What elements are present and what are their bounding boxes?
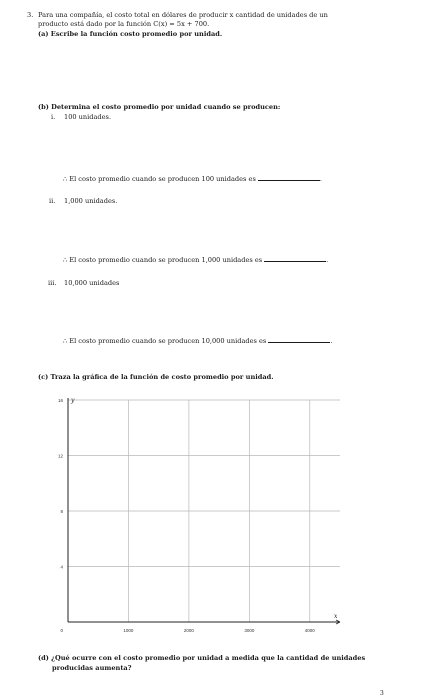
item-ii-text: 1,000 unidades. [64,197,118,205]
part-b-heading: (b) Determina el costo promedio por unidad cuando se producen: [38,103,281,111]
y-tick-label: 4 [60,564,63,570]
problem-statement-line-1: Para una compañía, el costo total en dólares de producir x cantidad de unidades de un [38,11,328,19]
part-c-heading: (c) Traza la gráfica de la función de costo promedio por unidad. [38,373,274,381]
answer-line-100: ∴ El costo promedio cuando se producen 100 unidades es . [63,175,322,183]
problem-statement-line-2: producto está dado por la función C(x) = 5x + 700. [38,20,210,28]
answer-line-1000: ∴ El costo promedio cuando se producen 1,000 unidades es . [63,256,329,264]
item-i-label: i. [51,113,56,121]
part-d-question-line-1: (d) ¿Qué ocurre con el costo promedio por unidad a medida que la cantidad de unidades [38,654,366,662]
problem-number: 3. [27,11,34,19]
part-a-question: (a) Escribe la función costo promedio por unidad. [38,30,223,38]
x-tick-label: 2000 [183,628,194,633]
item-i-text: 100 unidades. [64,113,112,121]
origin-label: 0 [60,628,63,633]
grid-lines [68,400,340,622]
page-number: 3 [380,690,384,697]
item-ii-label: ii. [49,197,56,205]
answer-line-10000: ∴ El costo promedio cuando se producen 10,000 unidades es . [63,337,333,345]
y-axis-label: y [71,397,75,404]
y-tick-label: 16 [57,398,63,403]
item-iii-text: 10,000 unidades [64,279,120,287]
part-d-question-line-2: producidas aumenta? [52,664,132,672]
x-tick-label: 1000 [123,628,134,633]
y-tick-label: 8 [60,509,63,514]
x-tick-label: 4000 [304,628,315,633]
x-tick-label: 3000 [244,628,255,633]
y-tick-label: 12 [57,453,63,459]
answer-text-100: ∴ El costo promedio cuando se producen 100 unidades es [63,175,256,183]
x-axis-label: x [334,613,338,620]
answer-text-10000: ∴ El costo promedio cuando se producen 10,000 unidades es [63,337,267,345]
item-iii-label: iii. [48,279,57,287]
tick-labels [58,397,338,633]
answer-text-1000: ∴ El costo promedio cuando se producen 1,000 unidades es [63,256,263,264]
